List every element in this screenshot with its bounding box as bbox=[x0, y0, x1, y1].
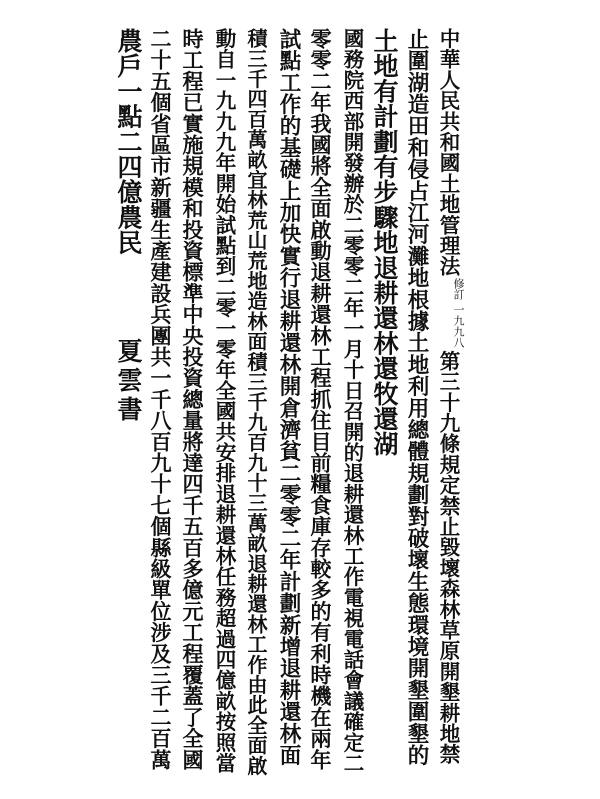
text-column-2: 止圍湖造田和侵占江河灘地根據土地利用總體規劃對破壞生態環境開墾圍墾的 bbox=[404, 28, 429, 766]
text-column-6: 試點工作的基礎上加快實行退耕還林開倉濟貧二零零二年計劃新增退耕還林面 bbox=[276, 28, 301, 766]
text-column-10: 二十五個省區市新疆生產建設兵團共一千八百九十七個縣級單位涉及三千二百萬 bbox=[148, 28, 173, 770]
column-1-text-post: 第三十九條規定禁止毀壞森林草原開墾耕地禁 bbox=[436, 350, 460, 765]
signature: 夏雲書 bbox=[114, 338, 143, 425]
text-column-7: 積三千四百萬畝宜林荒山荒地造林面積三千九百九十三萬畝退耕還林工作由此全面啟 bbox=[244, 28, 268, 776]
column-1-text-pre: 中華人民共和國土地管理法 bbox=[436, 28, 460, 277]
text-column-3: 土地有計劃有步驟地退耕還林還牧還湖 bbox=[370, 28, 399, 457]
text-column-4: 國務院西部開發辦於二零零二年一月十日召開的退耕還林工作電視電話會議確定二 bbox=[340, 28, 364, 774]
text-column-5: 零零二年我國將全面啟動退耕還林工程抓住目前糧食庫存較多的有利時機在兩年 bbox=[308, 28, 333, 770]
text-column-9: 時工程已實施規模和投資標準中央投資總量將達四千五百多億元工程覆蓋了全國 bbox=[180, 28, 205, 770]
text-column-8: 動自一九九九年開始試點到二零一零年全國共安排退耕還林任務超過四億畝按照當 bbox=[212, 28, 236, 774]
inline-note bbox=[453, 276, 464, 350]
inline-note-year: 一九九八 bbox=[452, 304, 465, 349]
inline-note-revised: 修訂 bbox=[452, 278, 465, 301]
text-column-11: 農戶一點二四億農民 bbox=[114, 28, 143, 255]
text-column-1 bbox=[432, 28, 464, 764]
